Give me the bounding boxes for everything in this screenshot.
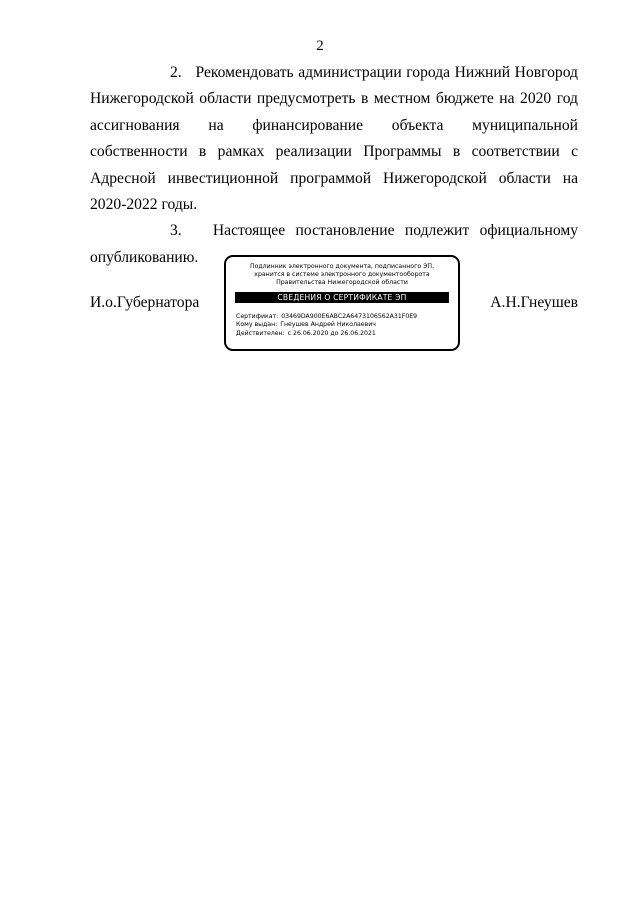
- paragraph-2: [90, 60, 578, 218]
- stamp-details: [236, 313, 458, 339]
- document-body: [90, 60, 578, 271]
- issued-to-row: [236, 321, 458, 330]
- certificate-label: Сертификат:: [236, 312, 279, 320]
- validity-value: с 26.06.2020 до 26.06.2021: [287, 329, 376, 337]
- issued-to-value: Гнеушев Андрей Николаевич: [280, 321, 376, 329]
- issued-to-label: Кому выдан:: [236, 321, 278, 329]
- certificate-row: [236, 313, 458, 322]
- paragraph-number: 3.: [170, 222, 182, 240]
- signer-name: А.Н.Гнеушев: [490, 294, 578, 311]
- signer-position: И.о.Губернатора: [90, 294, 200, 311]
- validity-label: Действителен:: [236, 329, 285, 337]
- stamp-header-line: Подлинник электронного документа, подписанного ЭП,: [249, 263, 435, 270]
- certificate-value: 03469DA900E6ABC2A6473106562A31F0E9: [281, 312, 418, 320]
- stamp-header-line: Правительства Нижегородской области: [276, 279, 408, 287]
- validity-row: [236, 330, 458, 339]
- paragraph-text: Настоящее постановление подлежит официальному опубликованию.: [90, 222, 578, 266]
- paragraph-text: Рекомендовать администрации города Нижний Новгород Нижегородской области предусмотреть в местном бюджете на 2020 год ассигнования на финансирование объекта муниципальной собственности в рамках реализации Программы в соответствии с Адресной инвестиционной программой Нижегородской области на 2020-2022 годы.: [90, 64, 578, 214]
- page-number: 2: [316, 38, 324, 54]
- paragraph-number: 2.: [170, 64, 182, 81]
- certificate-stamp: [224, 255, 460, 351]
- signature-block: [90, 255, 578, 355]
- stamp-header: [226, 263, 458, 288]
- stamp-title-bar: СВЕДЕНИЯ О СЕРТИФИКАТЕ ЭП: [235, 292, 449, 303]
- stamp-header-line: хранится в системе электронного документооборота: [254, 271, 430, 279]
